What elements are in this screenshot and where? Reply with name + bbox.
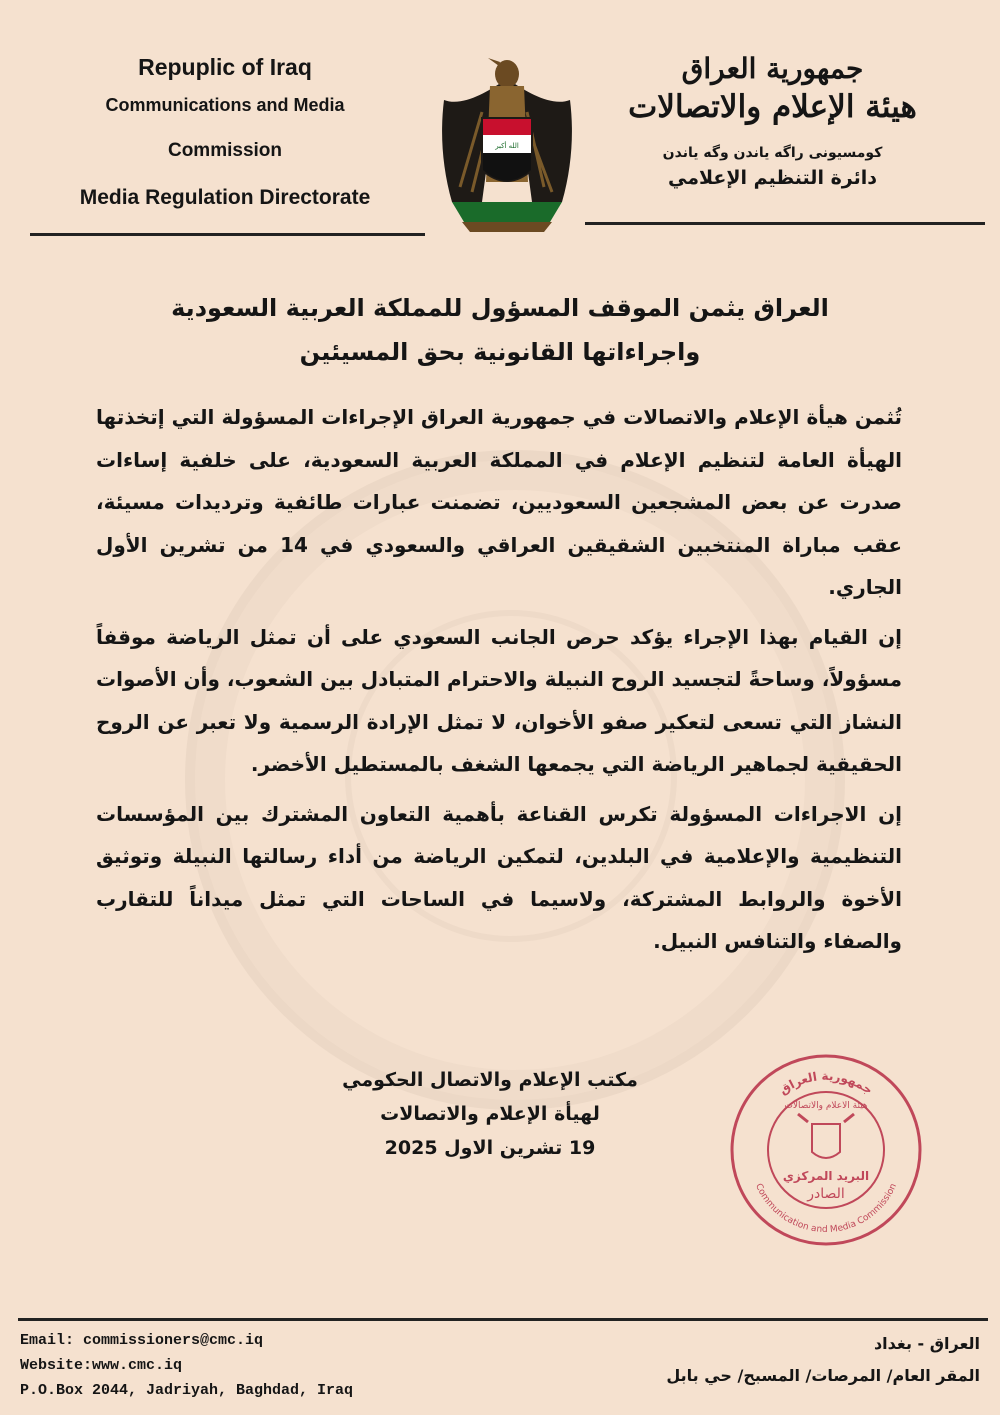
seal-bottom-text: Communication and Media Commission bbox=[752, 1182, 900, 1236]
title-line-2: واجراءاتها القانونية بحق المسيئين bbox=[299, 338, 701, 366]
title-line-1: العراق يثمن الموقف المسؤول للمملكة العربية السعودية bbox=[171, 294, 829, 322]
document-title bbox=[120, 286, 880, 374]
header-ar-country: جمهورية العراق bbox=[681, 52, 864, 85]
header-en-commission-line2: Commission bbox=[167, 140, 283, 161]
header-arabic bbox=[600, 50, 945, 189]
header-rule-left bbox=[30, 233, 425, 236]
seal-center-line-2: الصادر bbox=[807, 1186, 845, 1202]
header-en-country: Repuplic of Iraq bbox=[138, 54, 312, 80]
header-en-commission-line1: Communications and Media bbox=[105, 95, 345, 115]
footer-website: Website:www.cmc.iq bbox=[20, 1357, 183, 1374]
official-stamp-icon bbox=[728, 1052, 924, 1248]
header-en-directorate: Media Regulation Directorate bbox=[79, 186, 371, 209]
header-ar-directorate: دائرة التنظيم الإعلامي bbox=[667, 167, 878, 189]
header-kurdish-commission: كومسيونى راگه ياندن وگه ياندن bbox=[662, 145, 883, 161]
footer-email: Email: commissioners@cmc.iq bbox=[20, 1332, 264, 1349]
signature-office: مكتب الإعلام والاتصال الحكومي bbox=[342, 1069, 638, 1091]
footer-address-arabic bbox=[666, 1328, 980, 1392]
header-rule-right bbox=[585, 222, 985, 225]
footer-pobox: P.O.Box 2044, Jadriyah, Baghdad, Iraq bbox=[20, 1382, 354, 1399]
footer-contact bbox=[20, 1328, 353, 1403]
footer-address: المقر العام/ المرصات/ المسبح/ حي بابل bbox=[666, 1366, 980, 1385]
signature-date: 19 تشرين الاول 2025 bbox=[384, 1137, 596, 1159]
emblem-flag-text: الله أكبر bbox=[495, 142, 519, 150]
footer-rule bbox=[18, 1318, 988, 1321]
body-paragraph-2: إن القيام بهذا الإجراء يؤكد حرص الجانب السعودي على أن تمثل الرياضة موقفاً مسؤولاً، وساحةً لتجسيد الروح النبيلة والاحترام المتبادل بين الشعوب، وأن الأصوات النشاز التي تسعى لتعكير صفو الأخوان، لا تمثل الإرادة الرسمية ولا تعبر عن الروح الحقيقية لجماهير الرياضة التي يجمعها الشغف بالمستطيل الأخضر. bbox=[96, 624, 902, 776]
seal-top-text: جمهورية العراق bbox=[776, 1068, 876, 1098]
body-paragraph-3: إن الاجراءات المسؤولة تكرس القناعة بأهمية التعاون المشترك بين المؤسسات التنظيمية والإعلامية في البلدين، لتمكين الرياضة من أداء رسالتها النبيلة وتوثيق الأخوة والروابط المشتركة، ولاسيما في الساحات التي تمثل ميداناً للتقارب والصفاء والتنافس النبيل. bbox=[96, 801, 902, 953]
document-body bbox=[96, 396, 902, 970]
header-english bbox=[30, 50, 420, 210]
body-paragraph-1: تُثمن هيأة الإعلام والاتصالات في جمهورية العراق الإجراءات المسؤولة التي إتخذتها الهيأة العامة لتنظيم الإعلام في المملكة العربية السعودية، على خلفية إساءات صدرت عن بعض المشجعين السعوديين، تضمنت عبارات طائفية وترديدات مسيئة، عقب مباراة المنتخبين الشقيقين العراقي والسعودي في 14 من تشرين الأول الجاري. bbox=[96, 405, 902, 599]
header-ar-commission: هيئة الإعلام والاتصالات bbox=[628, 89, 917, 125]
signature-commission: لهيأة الإعلام والاتصالات bbox=[380, 1103, 600, 1125]
footer-city: العراق - بغداد bbox=[873, 1334, 980, 1353]
seal-top-text-2: هيئة الاعلام والاتصالات bbox=[784, 1101, 868, 1111]
eagle-emblem-icon bbox=[432, 52, 582, 234]
seal-center-line-1: البريد المركزي bbox=[782, 1169, 870, 1183]
signature-block bbox=[330, 1063, 650, 1165]
